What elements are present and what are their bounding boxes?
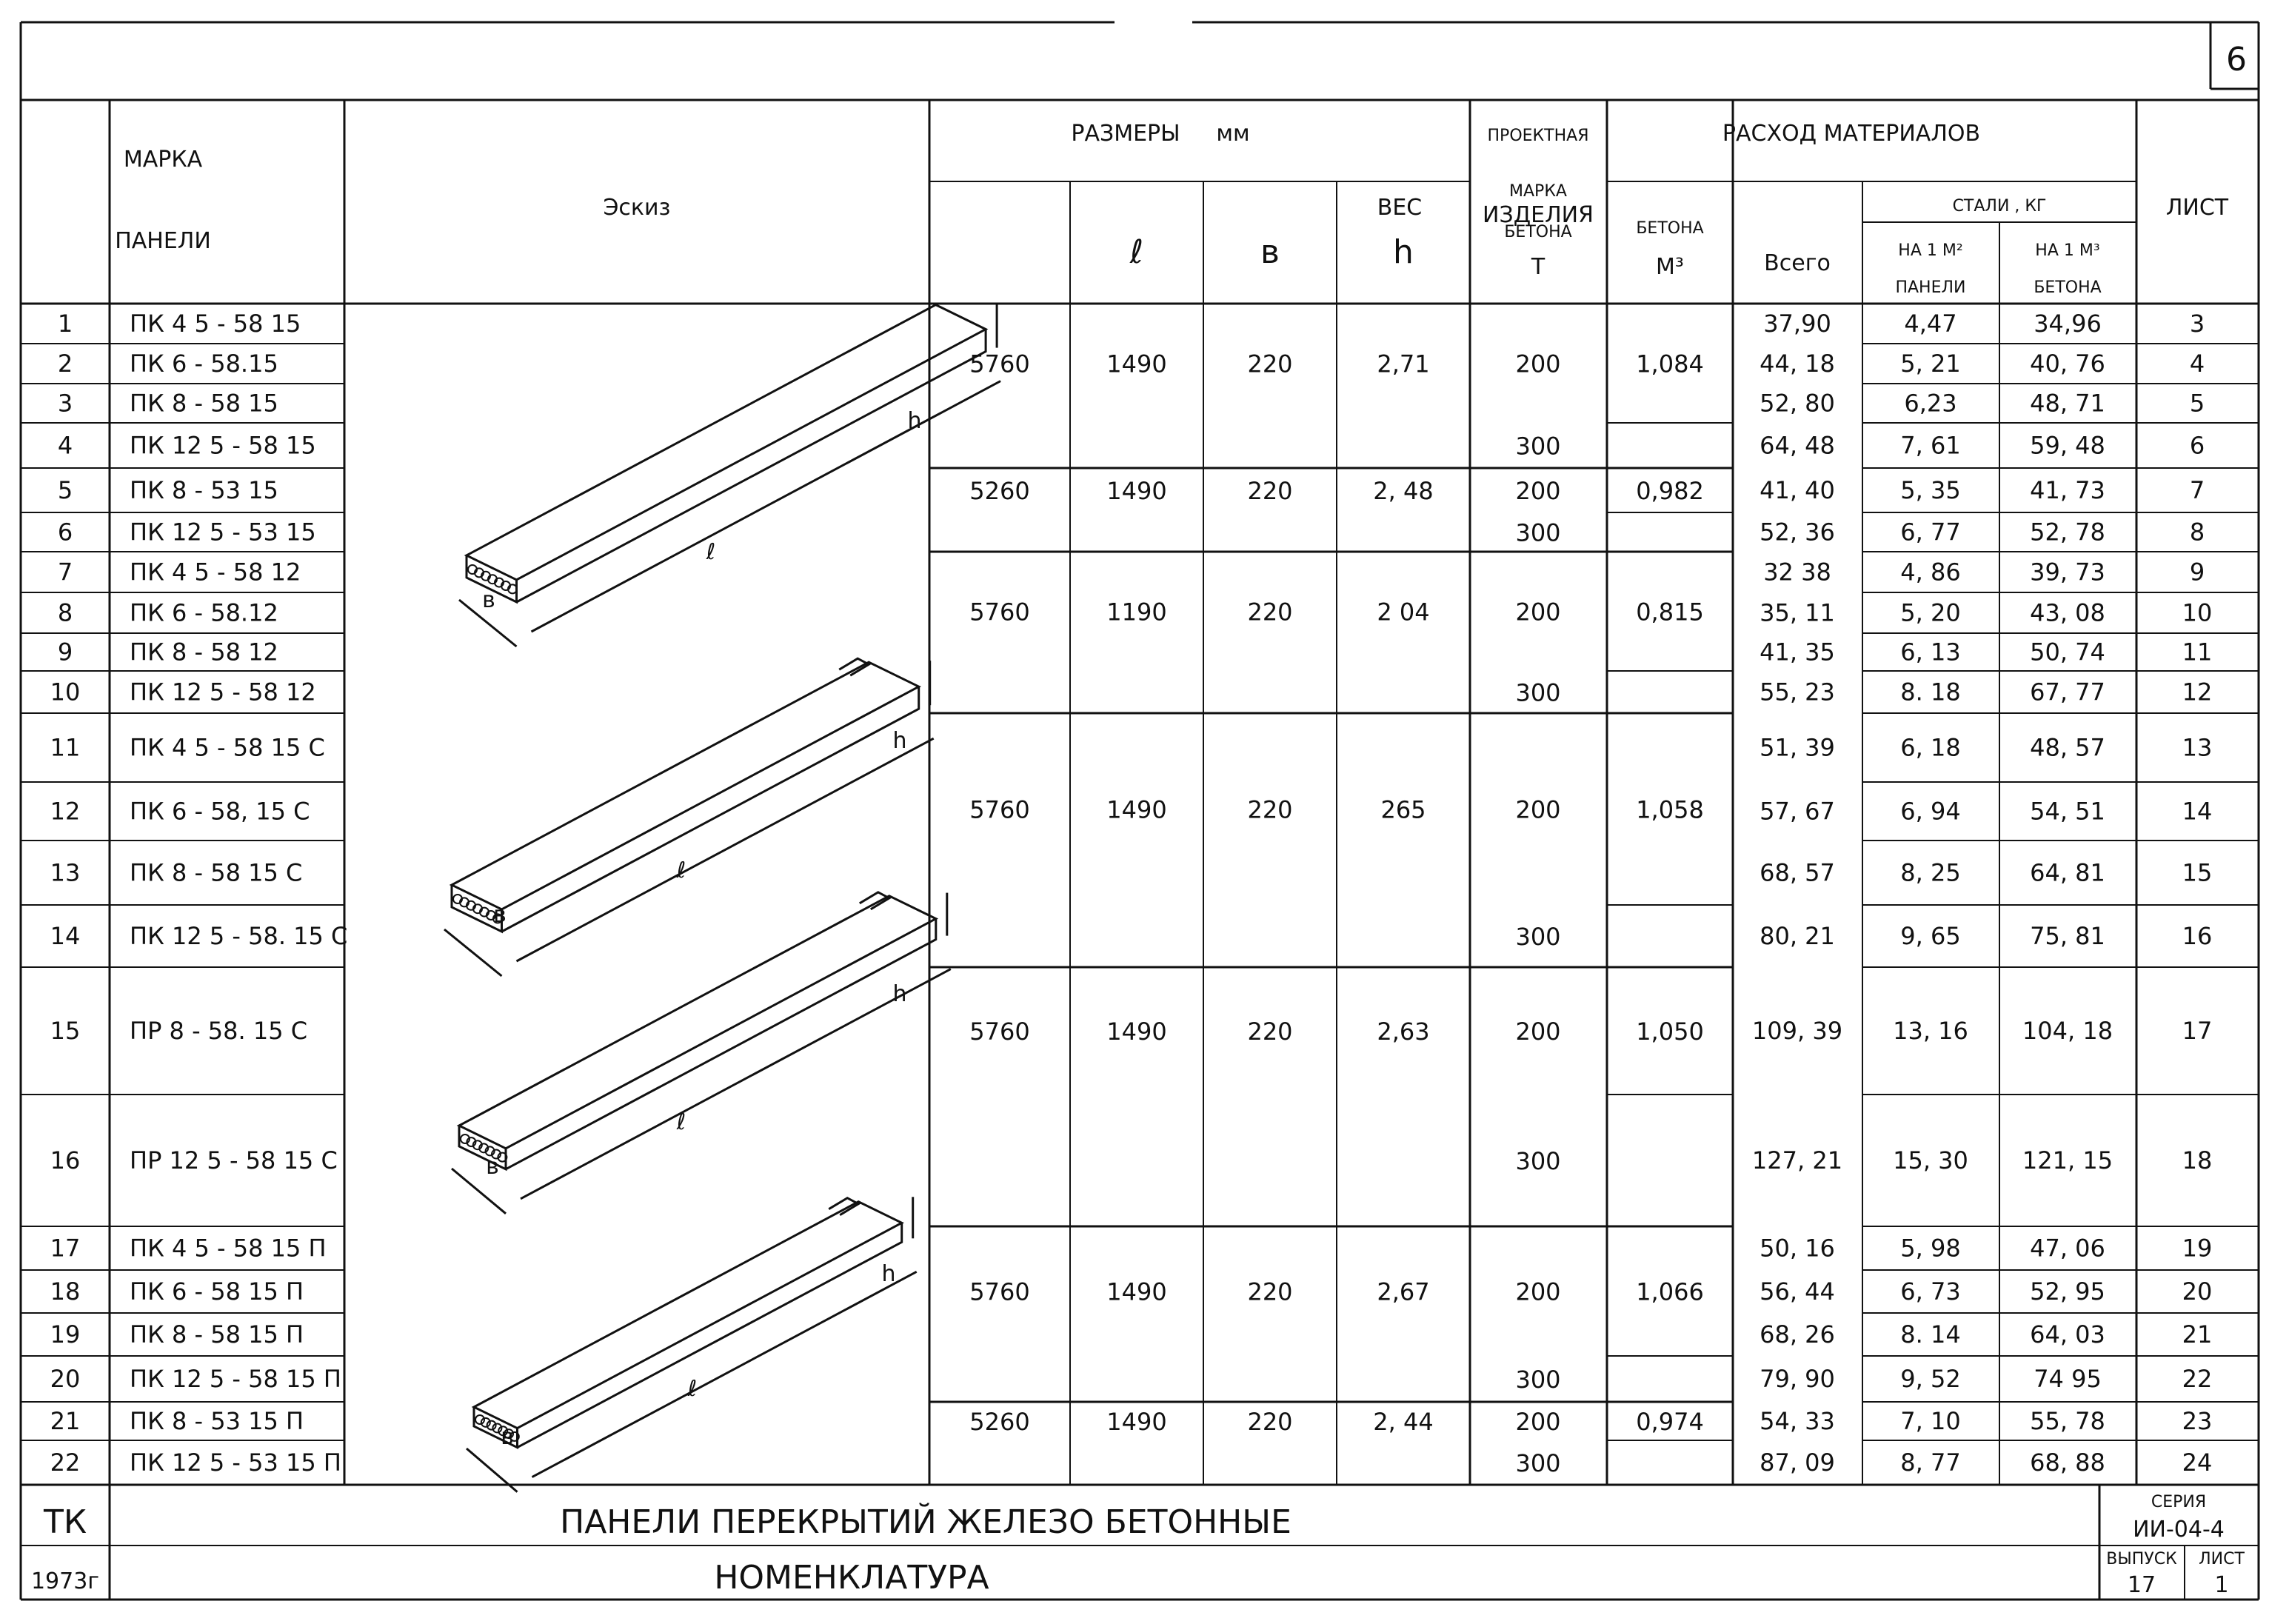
weight: 2,63 — [1377, 1017, 1430, 1046]
connection-notch — [839, 658, 869, 675]
sheet-ref: 18 — [2182, 1146, 2213, 1174]
steel-per-m3: 34,96 — [2034, 310, 2102, 338]
size-b: 1490 — [1106, 795, 1167, 824]
row-number: 1 — [57, 310, 73, 338]
steel-per-m3: 40, 76 — [2030, 350, 2105, 378]
slab-top-face — [459, 896, 936, 1149]
steel-total: 41, 35 — [1760, 638, 1835, 666]
column-header-materials: РАСХОД МАТЕРИАЛОВ — [1722, 121, 1981, 147]
panel-mark: ПК 12 5 - 53 15 — [130, 518, 316, 547]
sketch-label-h: h — [892, 728, 907, 754]
column-header-steel-m2: НА 1 М² — [1898, 241, 1963, 260]
steel-per-m2: 4, 86 — [1900, 558, 1961, 587]
concrete-grade: 300 — [1515, 1147, 1561, 1175]
steel-per-m3: 121, 15 — [2022, 1146, 2113, 1174]
footer-sheet-label: ЛИСТ — [2199, 1550, 2245, 1568]
size-l: 5760 — [969, 1017, 1030, 1046]
steel-per-m3: 55, 78 — [2030, 1407, 2105, 1435]
row-number: 16 — [50, 1146, 81, 1174]
steel-per-m2: 6, 18 — [1900, 733, 1961, 762]
row-number: 22 — [50, 1448, 81, 1477]
steel-per-m2: 8. 14 — [1900, 1320, 1961, 1349]
panel-mark: ПК 4 5 - 58 15 — [130, 310, 301, 338]
size-l: 5760 — [969, 1277, 1030, 1306]
footer-issue: 17 — [2127, 1572, 2156, 1598]
steel-total: 52, 36 — [1760, 518, 1835, 547]
concrete-grade: 300 — [1515, 1366, 1561, 1394]
weight: 2,67 — [1377, 1277, 1430, 1306]
size-l: 5760 — [969, 350, 1030, 378]
sheet-ref: 4 — [2189, 350, 2205, 378]
panel-mark: ПК 12 5 - 58 15 — [130, 431, 316, 460]
sketch-label-l: ℓ — [687, 1376, 698, 1402]
concrete-volume: 1,050 — [1636, 1017, 1704, 1046]
steel-per-m2: 6, 94 — [1900, 797, 1961, 826]
panel-mark: ПР 12 5 - 58 15 С — [130, 1146, 338, 1174]
panel-mark: ПК 12 5 - 58 15 П — [130, 1365, 341, 1393]
size-h: 220 — [1247, 598, 1293, 626]
sketch-label-l: ℓ — [676, 858, 686, 883]
steel-per-m2: 8, 25 — [1900, 858, 1961, 887]
weight: 2, 48 — [1373, 477, 1434, 505]
panel-mark: ПК 8 - 53 15 — [130, 476, 278, 504]
size-l: 5260 — [969, 1408, 1030, 1436]
footer-title: ПАНЕЛИ ПЕРЕКРЫТИЙ ЖЕЛЕЗО БЕТОННЫЕ — [560, 1503, 1291, 1541]
steel-per-m3: 104, 18 — [2022, 1017, 2113, 1045]
row-number: 4 — [57, 431, 73, 460]
steel-per-m3: 48, 71 — [2030, 389, 2105, 418]
table-texts — [31, 41, 2247, 1598]
dimension-line-l — [521, 969, 951, 1199]
steel-total: 79, 90 — [1760, 1365, 1835, 1393]
steel-per-m2: 9, 65 — [1900, 922, 1961, 950]
column-header-b: в — [1260, 233, 1280, 271]
panel-mark: ПК 6 - 58 15 П — [130, 1277, 304, 1306]
panel-mark: ПК 4 5 - 58 12 — [130, 558, 301, 587]
slab-top-face — [467, 305, 986, 580]
weight: 2, 44 — [1373, 1408, 1434, 1436]
steel-per-m2: 9, 52 — [1900, 1365, 1961, 1393]
row-number: 11 — [50, 733, 81, 762]
steel-per-m3: 48, 57 — [2030, 733, 2105, 762]
steel-per-m3: 43, 08 — [2030, 598, 2105, 627]
size-b: 1490 — [1106, 1408, 1167, 1436]
dimension-line-b — [444, 929, 502, 976]
sheet-ref: 23 — [2182, 1407, 2213, 1435]
footer-series-label: СЕРИЯ — [2151, 1493, 2207, 1511]
row-number: 19 — [50, 1320, 81, 1349]
concrete-grade: 200 — [1515, 795, 1561, 824]
size-h: 220 — [1247, 477, 1293, 505]
sheet-ref: 8 — [2189, 518, 2205, 547]
sheet-ref: 12 — [2182, 678, 2213, 706]
sheet-ref: 20 — [2182, 1277, 2213, 1306]
sheet-ref: 24 — [2182, 1448, 2213, 1477]
steel-per-m3: 52, 78 — [2030, 518, 2105, 547]
column-header-sizes: РАЗМЕРЫ — [1071, 121, 1180, 147]
steel-per-m2: 5, 98 — [1900, 1234, 1961, 1263]
connection-notch — [829, 1198, 858, 1215]
steel-per-m2: 4,47 — [1904, 310, 1957, 338]
sketch-panel-pk-p — [467, 1197, 917, 1491]
concrete-volume: 0,974 — [1636, 1408, 1704, 1436]
sketch-label-h: h — [881, 1261, 896, 1287]
column-header-steel-m3: БЕТОНА — [2034, 278, 2102, 297]
steel-total: 56, 44 — [1760, 1277, 1835, 1306]
row-number: 15 — [50, 1017, 81, 1045]
concrete-grade: 200 — [1515, 477, 1561, 505]
concrete-grade: 200 — [1515, 1408, 1561, 1436]
steel-per-m2: 6, 73 — [1900, 1277, 1961, 1306]
column-header-sheet: ЛИСТ — [2165, 195, 2229, 221]
slab-side-face — [506, 919, 936, 1169]
footer-year: 1973г — [30, 1568, 100, 1594]
steel-total: 55, 23 — [1760, 678, 1835, 706]
steel-per-m2: 6, 13 — [1900, 638, 1961, 666]
row-number: 10 — [50, 678, 81, 706]
steel-per-m2: 5, 21 — [1900, 350, 1961, 378]
dimension-line-l — [517, 738, 934, 961]
column-header-h: h — [1393, 233, 1414, 271]
concrete-grade: 300 — [1515, 1449, 1561, 1477]
steel-total: 109, 39 — [1751, 1017, 1843, 1045]
page-number: 6 — [2226, 41, 2247, 78]
concrete-grade: 200 — [1515, 350, 1561, 378]
sketch-panel-pr-ribbed — [452, 892, 951, 1214]
size-l: 5260 — [969, 477, 1030, 505]
panel-mark: ПК 6 - 58.12 — [130, 598, 278, 627]
steel-per-m2: 6, 77 — [1900, 518, 1961, 547]
panel-mark: ПК 8 - 53 15 П — [130, 1407, 304, 1435]
steel-per-m3: 64, 03 — [2030, 1320, 2105, 1349]
panel-mark: ПК 8 - 58 15 — [130, 389, 278, 418]
sketch-label-b: в — [486, 1154, 499, 1180]
column-header-mark-sub: ПАНЕЛИ — [115, 228, 211, 254]
concrete-grade: 200 — [1515, 1277, 1561, 1306]
column-header-steel-m2: ПАНЕЛИ — [1895, 278, 1966, 297]
column-header-sizes-unit: мм — [1216, 121, 1250, 147]
connection-notch — [860, 892, 889, 909]
sheet-ref: 15 — [2182, 858, 2213, 887]
steel-per-m2: 7, 10 — [1900, 1407, 1961, 1435]
concrete-grade: 300 — [1515, 923, 1561, 951]
sketch-label-l: ℓ — [706, 539, 716, 565]
column-header-grade: БЕТОНА — [1504, 223, 1572, 241]
slab-side-face — [517, 330, 986, 602]
size-b: 1490 — [1106, 1017, 1167, 1046]
steel-per-m3: 68, 88 — [2030, 1448, 2105, 1477]
panel-mark: ПК 12 5 - 58 12 — [130, 678, 316, 706]
weight: 2 04 — [1377, 598, 1430, 626]
size-h: 220 — [1247, 1277, 1293, 1306]
steel-total: 87, 09 — [1760, 1448, 1835, 1477]
steel-per-m2: 13, 16 — [1893, 1017, 1968, 1045]
slab-side-face — [518, 1223, 902, 1447]
column-header-weight-sub: ИЗДЕЛИЯ — [1483, 202, 1594, 228]
steel-total: 50, 16 — [1760, 1234, 1835, 1263]
concrete-volume: 0,815 — [1636, 598, 1704, 626]
steel-total: 51, 39 — [1760, 733, 1835, 762]
row-number: 18 — [50, 1277, 81, 1306]
row-number: 14 — [50, 922, 81, 950]
panel-mark: ПК 8 - 58 15 П — [130, 1320, 304, 1349]
row-number: 3 — [57, 389, 73, 418]
size-l: 5760 — [969, 795, 1030, 824]
concrete-volume: 1,058 — [1636, 795, 1704, 824]
column-header-grade: МАРКА — [1509, 182, 1567, 201]
panel-mark: ПК 4 5 - 58 15 С — [130, 733, 325, 762]
sketch-label-h: h — [907, 408, 922, 434]
sketch-panel-pk-group1 — [459, 304, 1000, 646]
sheet-ref: 5 — [2189, 389, 2205, 418]
row-number: 13 — [50, 858, 81, 887]
concrete-grade: 300 — [1515, 432, 1561, 461]
row-number: 8 — [57, 598, 73, 627]
row-number: 9 — [57, 638, 73, 666]
concrete-grade: 300 — [1515, 518, 1561, 547]
steel-per-m2: 6,23 — [1904, 389, 1957, 418]
weight: 265 — [1380, 795, 1426, 824]
footer-series: ИИ-04-4 — [2133, 1517, 2225, 1543]
steel-per-m2: 7, 61 — [1900, 431, 1961, 460]
column-header-mark: МАРКА — [123, 147, 203, 173]
sheet-ref: 16 — [2182, 922, 2213, 950]
row-number: 17 — [50, 1234, 81, 1263]
size-b: 1490 — [1106, 1277, 1167, 1306]
steel-per-m3: 75, 81 — [2030, 922, 2105, 950]
row-number: 6 — [57, 518, 73, 547]
size-h: 220 — [1247, 795, 1293, 824]
steel-per-m2: 8, 77 — [1900, 1448, 1961, 1477]
steel-per-m3: 50, 74 — [2030, 638, 2105, 666]
sheet-ref: 7 — [2189, 476, 2205, 504]
steel-per-m3: 52, 95 — [2030, 1277, 2105, 1306]
steel-total: 68, 26 — [1760, 1320, 1835, 1349]
steel-total: 57, 67 — [1760, 797, 1835, 826]
steel-per-m2: 5, 20 — [1900, 598, 1961, 627]
panel-mark: ПК 12 5 - 53 15 П — [130, 1448, 341, 1477]
row-number: 5 — [57, 476, 73, 504]
steel-per-m2: 5, 35 — [1900, 476, 1961, 504]
concrete-volume: 1,066 — [1636, 1277, 1704, 1306]
sheet-ref: 11 — [2182, 638, 2213, 666]
weight: 2,71 — [1377, 350, 1430, 378]
steel-total: 54, 33 — [1760, 1407, 1835, 1435]
steel-per-m3: 64, 81 — [2030, 858, 2105, 887]
column-header-weight: ВЕС — [1377, 195, 1423, 221]
steel-total: 64, 48 — [1760, 431, 1835, 460]
sheet-ref: 10 — [2182, 598, 2213, 627]
steel-per-m3: 39, 73 — [2030, 558, 2105, 587]
steel-total: 68, 57 — [1760, 858, 1835, 887]
steel-per-m2: 15, 30 — [1893, 1146, 1968, 1174]
row-number: 2 — [57, 350, 73, 378]
row-number: 20 — [50, 1365, 81, 1393]
slab-side-face — [502, 686, 919, 932]
sheet-ref: 22 — [2182, 1365, 2213, 1393]
row-number: 12 — [50, 797, 81, 826]
footer-issue-label: ВЫПУСК — [2106, 1550, 2177, 1568]
steel-total: 37,90 — [1763, 310, 1831, 338]
column-header-grade: ПРОЕКТНАЯ — [1487, 127, 1589, 145]
sketch-label-b: в — [493, 902, 507, 928]
column-header-concrete: БЕТОНА — [1636, 219, 1704, 238]
concrete-grade: 300 — [1515, 678, 1561, 707]
panel-mark: ПК 8 - 58 12 — [130, 638, 278, 666]
panel-mark: ПК 6 - 58, 15 С — [130, 797, 310, 826]
column-header-steel: СТАЛИ , КГ — [1952, 197, 2047, 215]
concrete-grade: 200 — [1515, 598, 1561, 626]
concrete-volume: 0,982 — [1636, 477, 1704, 505]
steel-per-m3: 54, 51 — [2030, 797, 2105, 826]
size-l: 5760 — [969, 598, 1030, 626]
steel-per-m3: 47, 06 — [2030, 1234, 2105, 1263]
panel-mark: ПК 4 5 - 58 15 П — [130, 1234, 327, 1263]
sketch-label-l: ℓ — [676, 1109, 686, 1135]
sketch-panel-pk-c — [444, 658, 934, 976]
column-header-steel-total: Всего — [1764, 250, 1831, 276]
steel-total: 52, 80 — [1760, 389, 1835, 418]
steel-per-m3: 59, 48 — [2030, 431, 2105, 460]
sketch-label-h: h — [892, 981, 907, 1007]
steel-total: 41, 40 — [1760, 476, 1835, 504]
footer-org: ТК — [43, 1503, 87, 1541]
column-header-steel-m3: НА 1 М³ — [2035, 241, 2100, 260]
steel-per-m3: 74 95 — [2034, 1365, 2102, 1393]
sheet-ref: 14 — [2182, 797, 2213, 826]
sheet-ref: 13 — [2182, 733, 2213, 762]
steel-per-m2: 8. 18 — [1900, 678, 1961, 706]
panel-mark: ПК 12 5 - 58. 15 С — [130, 922, 348, 950]
concrete-grade: 200 — [1515, 1017, 1561, 1046]
size-h: 220 — [1247, 350, 1293, 378]
sketch-label-b: в — [501, 1424, 514, 1450]
panel-mark: ПК 6 - 58.15 — [130, 350, 278, 378]
steel-per-m3: 41, 73 — [2030, 476, 2105, 504]
panel-mark: ПР 8 - 58. 15 С — [130, 1017, 308, 1045]
sheet-ref: 3 — [2189, 310, 2205, 338]
size-b: 1490 — [1106, 350, 1167, 378]
column-header-concrete-unit: М³ — [1656, 254, 1684, 280]
steel-total: 32 38 — [1763, 558, 1831, 587]
sketch-label-b: в — [482, 587, 495, 613]
sheet-ref: 19 — [2182, 1234, 2213, 1263]
row-number: 7 — [57, 558, 73, 587]
steel-total: 35, 11 — [1760, 598, 1835, 627]
size-h: 220 — [1247, 1408, 1293, 1436]
sheet-ref: 6 — [2189, 431, 2205, 460]
sheet-ref: 21 — [2182, 1320, 2213, 1349]
size-b: 1190 — [1106, 598, 1167, 626]
column-header-sketch: Эскиз — [603, 195, 671, 221]
steel-total: 44, 18 — [1760, 350, 1835, 378]
dimension-line-l — [532, 1272, 917, 1477]
panel-mark: ПК 8 - 58 15 С — [130, 858, 303, 887]
column-header-l: ℓ — [1129, 233, 1144, 271]
size-h: 220 — [1247, 1017, 1293, 1046]
concrete-volume: 1,084 — [1636, 350, 1704, 378]
panel-sketches — [444, 304, 1000, 1492]
column-header-weight-unit: Т — [1531, 254, 1545, 280]
footer-subtitle: НОМЕНКЛАТУРА — [714, 1559, 989, 1597]
steel-total: 127, 21 — [1751, 1146, 1843, 1174]
sheet-ref: 17 — [2182, 1017, 2213, 1045]
row-number: 21 — [50, 1407, 81, 1435]
steel-total: 80, 21 — [1760, 922, 1835, 950]
sheet-ref: 9 — [2189, 558, 2205, 587]
footer-sheet: 1 — [2214, 1572, 2229, 1598]
steel-per-m3: 67, 77 — [2030, 678, 2105, 706]
size-b: 1490 — [1106, 477, 1167, 505]
